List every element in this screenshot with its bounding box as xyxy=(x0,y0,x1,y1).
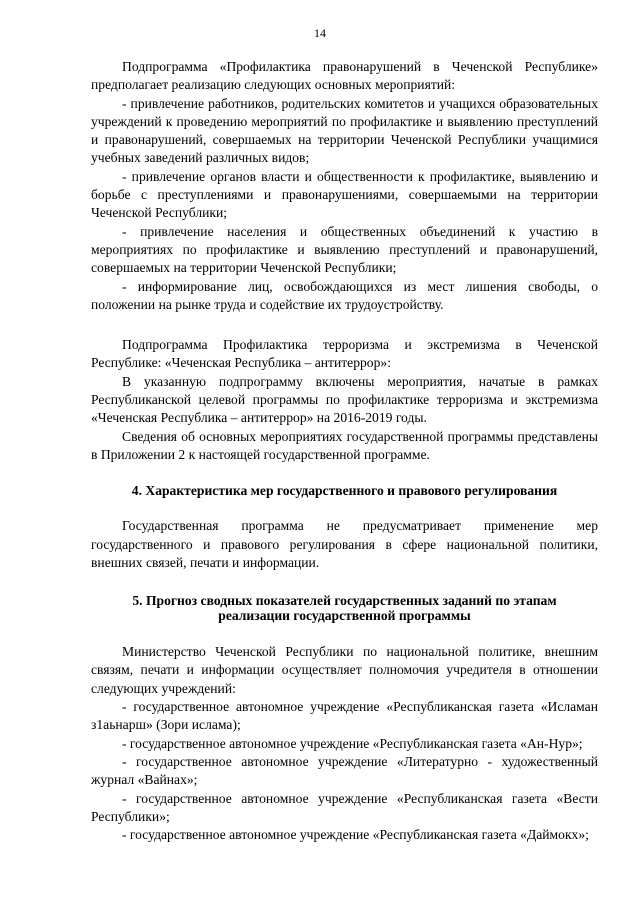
list-item-crime-2: - привлечение органов власти и общественности к профилактике, выявлению и борьбе с преступлениями и правонарушениями, совершаемыми на территории Чеченской Республики; xyxy=(91,168,598,221)
section-5-heading-line-1: 5. Прогноз сводных показателей государственных заданий по этапам xyxy=(132,593,557,609)
list-item-institution-4: - государственное автономное учреждение «Республиканская газета «Вести Республики»; xyxy=(91,790,598,824)
list-item-crime-3: - привлечение населения и общественных объединений к участию в мероприятиях по профилактике и выявлению преступлений и правонарушений, совершаемых на территории Чеченской Республики; xyxy=(91,223,598,276)
paragraph-terror-included: В указанную подпрограмму включены мероприятия, начатые в рамках Республиканской целевой программы по профилактике терроризма и экстремизма «Чеченская Республика – антитеррор» на 2016-2019 годы. xyxy=(91,373,598,426)
paragraph-terror-appendix: Сведения об основных мероприятиях государственной программы представлены в Приложении 2 к настоящей государственной программе. xyxy=(91,428,598,462)
section-5-heading-line-2: реализации государственной программы xyxy=(218,608,471,624)
list-item-crime-4: - информирование лиц, освобождающихся из мест лишения свободы, о положении на рынке труда и содействие их трудоустройству. xyxy=(91,278,598,312)
list-item-institution-1: - государственное автономное учреждение «Республиканская газета «Исламан з1аьнарш» (Зори ислама); xyxy=(91,699,598,733)
paragraph-crime-intro: Подпрограмма «Профилактика правонарушений в Чеченской Республике» предполагает реализацию следующих основных мероприятий: xyxy=(91,59,598,93)
list-item-institution-3: - государственное автономное учреждение «Литературно - художественный журнал «Вайнах»; xyxy=(91,753,598,788)
page-number: 14 xyxy=(314,26,326,40)
paragraph-terror-intro: Подпрограмма Профилактика терроризма и экстремизма в Чеченской Республике: «Чеченская Республика – антитеррор»: xyxy=(91,337,598,371)
list-item-institution-2: - государственное автономное учреждение «Республиканская газета «Ан-Нур»; xyxy=(122,735,583,751)
page-content xyxy=(91,58,598,844)
section-4-heading: 4. Характеристика мер государственного и правового регулирования xyxy=(131,483,558,499)
section-5-heading xyxy=(91,593,598,623)
paragraph-section-5-intro: Министерство Чеченской Республики по национальной политике, внешним связям, печати и информации осуществляет полномочия учредителя в отношении следующих учреждений: xyxy=(91,644,598,696)
list-item-crime-1: - привлечение работников, родительских комитетов и учащихся образовательных учреждений к проведению мероприятий по профилактике и выявлению преступлений и правонарушений, совершаемых на территории Чеченской Республики учащимися учебных заведений различных видов; xyxy=(91,95,598,166)
list-item-institution-5: - государственное автономное учреждение «Республиканская газета «Даймокх»; xyxy=(122,827,589,843)
paragraph-section-4: Государственная программа не предусматривает применение мер государственного и правового регулирования в сфере национальной политики, внешних связей, печати и информации. xyxy=(91,518,598,570)
